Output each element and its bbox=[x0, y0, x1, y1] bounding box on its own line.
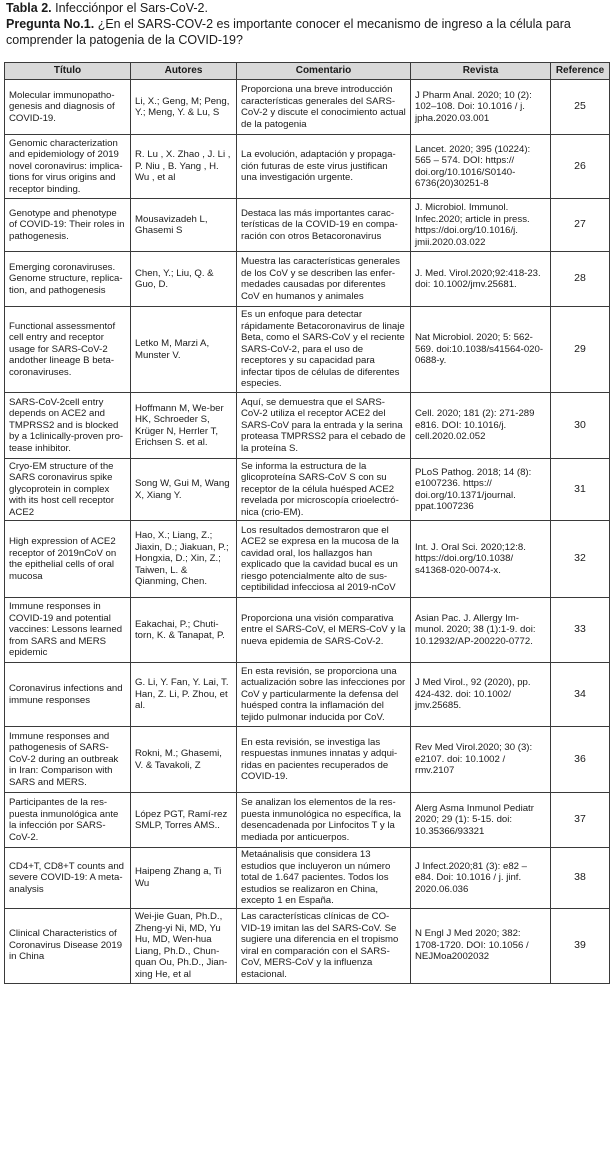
cell-comentario: Las características clínicas de CO-VID-19 imitan las del SARS-CoV. Se sugiere una diferencia en el tropismo viral en comparación con el SARS-CoV, MERS-CoV y la influenza estacional. bbox=[237, 908, 411, 983]
cell-reference: 25 bbox=[551, 80, 610, 135]
cell-autores: Mousavizadeh L, Ghasemi S bbox=[131, 199, 237, 252]
cell-reference: 37 bbox=[551, 793, 610, 848]
cell-comentario: La evolución, adaptación y propaga-ción futuras de este virus justifican una investigación urgente. bbox=[237, 135, 411, 199]
cell-reference: 26 bbox=[551, 135, 610, 199]
cell-reference: 30 bbox=[551, 393, 610, 459]
cell-reference: 32 bbox=[551, 521, 610, 598]
header-autores: Autores bbox=[131, 63, 237, 80]
table-row bbox=[5, 908, 610, 983]
cell-autores: Song W, Gui M, Wang X, Xiang Y. bbox=[131, 459, 237, 521]
table-row bbox=[5, 252, 610, 307]
table-row bbox=[5, 598, 610, 663]
cell-titulo: Coronavirus infections and immune responses bbox=[5, 663, 131, 727]
cell-comentario: Aquí, se demuestra que el SARS-CoV-2 utiliza el receptor ACE2 del SARS-CoV para la entrada y la serina proteasa TMPRSS2 para el cebado de la proteína S. bbox=[237, 393, 411, 459]
cell-reference: 38 bbox=[551, 848, 610, 909]
cell-comentario: Se analizan los elementos de la res-puesta inmunológica no específica, la desencadenada por Linfocitos T y la mediada por anticuerpos. bbox=[237, 793, 411, 848]
cell-revista: Cell. 2020; 181 (2): 271-289 e816. DOI: 10.1016/j. cell.2020.02.052 bbox=[411, 393, 551, 459]
cell-reference: 31 bbox=[551, 459, 610, 521]
cell-reference: 34 bbox=[551, 663, 610, 727]
cell-reference: 36 bbox=[551, 727, 610, 793]
cell-revista: Int. J. Oral Sci. 2020;12:8. https://doi.org/10.1038/ s41368-020-0074-x. bbox=[411, 521, 551, 598]
cell-comentario: Destaca las más importantes carac-terísticas de la COVID-19 en compa-ración con otros Betacoronavirus bbox=[237, 199, 411, 252]
cell-titulo: Cryo-EM structure of the SARS coronavirus spike glycoprotein in complex with its host cell receptor ACE2 bbox=[5, 459, 131, 521]
cell-comentario: Es un enfoque para detectar rápidamente Betacoronavirus de linaje Beta, como el SARS-CoV y el reciente SARS-CoV-2, para el uso de receptores y su capacidad para infectar tipos de células de diferentes especies. bbox=[237, 307, 411, 393]
cell-titulo: Clinical Characteristics of Coronavirus Disease 2019 in China bbox=[5, 908, 131, 983]
cell-revista: Rev Med Virol.2020; 30 (3): e2107. doi: 10.1002 / rmv.2107 bbox=[411, 727, 551, 793]
cell-autores: Li, X.; Geng, M; Peng, Y.; Meng, Y. & Lu, S bbox=[131, 80, 237, 135]
cell-titulo: Immune responses in COVID-19 and potential vaccines: Lessons learned from SARS and MERS epidemic bbox=[5, 598, 131, 663]
cell-reference: 27 bbox=[551, 199, 610, 252]
table-header-row bbox=[5, 63, 610, 80]
cell-autores: Letko M, Marzi A, Munster V. bbox=[131, 307, 237, 393]
cell-revista: J. Microbiol. Immunol. Infec.2020; article in press. https://doi.org/10.1016/j. jmii.2020.03.022 bbox=[411, 199, 551, 252]
cell-comentario: Muestra las características generales de los CoV y se describen las enfer-medades causadas por diferentes CoV en humanos y animales bbox=[237, 252, 411, 307]
table-row bbox=[5, 459, 610, 521]
table-row bbox=[5, 80, 610, 135]
cell-revista: Alerg Asma Inmunol Pediatr 2020; 29 (1): 5-15. doi: 10.35366/93321 bbox=[411, 793, 551, 848]
cell-titulo: High expression of ACE2 receptor of 2019nCoV on the epithelial cells of oral mucosa bbox=[5, 521, 131, 598]
table-row bbox=[5, 727, 610, 793]
cell-titulo: Emerging coronaviruses. Genome structure, replica-tion, and pathogenesis bbox=[5, 252, 131, 307]
header-titulo: Título bbox=[5, 63, 131, 80]
cell-comentario: Se informa la estructura de la glicoproteína SARS-CoV S con su receptor de la célula huésped ACE2 revelada por microscopía crioelectró-nica (crio-EM). bbox=[237, 459, 411, 521]
cell-titulo: Participantes de la res-puesta inmunológica ante la infección por SARS-CoV-2. bbox=[5, 793, 131, 848]
cell-autores: Eakachai, P.; Chuti-torn, K. & Tanapat, P. bbox=[131, 598, 237, 663]
header-comentario: Comentario bbox=[237, 63, 411, 80]
question-text bbox=[6, 17, 610, 48]
cell-titulo: Molecular immunopatho-genesis and diagnosis of COVID-19. bbox=[5, 80, 131, 135]
cell-titulo: Immune responses and pathogenesis of SARS-CoV-2 during an outbreak in Iran: Comparison with SARS and MERS. bbox=[5, 727, 131, 793]
cell-titulo: Genomic characterization and epidemiology of 2019 novel coronavirus: implica-tions for virus origins and receptor binding. bbox=[5, 135, 131, 199]
cell-comentario: Proporciona una visión comparativa entre el SARS-CoV, el MERS-CoV y la nueva epidemia de SARS-CoV-2. bbox=[237, 598, 411, 663]
cell-titulo: Functional assessmentof cell entry and receptor usage for SARS-CoV-2 andother lineage B beta-coronaviruses. bbox=[5, 307, 131, 393]
caption-label: Tabla 2. bbox=[6, 1, 52, 15]
cell-autores: Wei-jie Guan, Ph.D., Zheng-yi Ni, MD, Yu Hu, MD, Wen-hua Liang, Ph.D., Chun-quan Ou, Ph.D., Jian-xing He, et al bbox=[131, 908, 237, 983]
cell-revista: Nat Microbiol. 2020; 5: 562-569. doi:10.1038/s41564-020-0688-y. bbox=[411, 307, 551, 393]
cell-reference: 33 bbox=[551, 598, 610, 663]
table-row bbox=[5, 307, 610, 393]
cell-autores: G. Li, Y. Fan, Y. Lai, T. Han, Z. Li, P. Zhou, et al. bbox=[131, 663, 237, 727]
cell-autores: López PGT, Ramí-rez SMLP, Torres AMS.. bbox=[131, 793, 237, 848]
table-row bbox=[5, 135, 610, 199]
table-row bbox=[5, 521, 610, 598]
cell-revista: J Med Virol., 92 (2020), pp. 424-432. doi: 10.1002/ jmv.25685. bbox=[411, 663, 551, 727]
table-row bbox=[5, 663, 610, 727]
cell-revista: PLoS Pathog. 2018; 14 (8): e1007236. https:// doi.org/10.1371/journal. ppat.1007236 bbox=[411, 459, 551, 521]
cell-autores: Hoffmann M, We-ber HK, Schroeder S, Krüger N, Herrler T, Erichsen S. et al. bbox=[131, 393, 237, 459]
cell-revista: J. Med. Virol.2020;92:418-23. doi: 10.1002/jmv.25681. bbox=[411, 252, 551, 307]
cell-comentario: Proporciona una breve introducción características generales del SARS-CoV-2 y discute el conocimiento actual de la patogenia bbox=[237, 80, 411, 135]
cell-comentario: En esta revisión, se investiga las respuestas inmunes innatas y adqui-ridas en pacientes recuperados de COVID-19. bbox=[237, 727, 411, 793]
cell-titulo: CD4+T, CD8+T counts and severe COVID-19: A meta-analysis bbox=[5, 848, 131, 909]
cell-comentario: Los resultados demostraron que el ACE2 se expresa en la mucosa de la cavidad oral, los hallazgos han explicado que la cavidad bucal es un riesgo potencialmente alto de sus-ceptibilidad infecciosa al 2019-nCoV bbox=[237, 521, 411, 598]
header-reference: Reference bbox=[551, 63, 610, 80]
cell-reference: 29 bbox=[551, 307, 610, 393]
cell-revista: N Engl J Med 2020; 382: 1708-1720. DOI: 10.1056 / NEJMoa2002032 bbox=[411, 908, 551, 983]
table-row bbox=[5, 199, 610, 252]
cell-comentario: En esta revisión, se proporciona una actualización sobre las infecciones por CoV y particularmente la defensa del huésped contra la inflamación del tejido pulmonar inducida por CoV. bbox=[237, 663, 411, 727]
cell-autores: Chen, Y.; Liu, Q. & Guo, D. bbox=[131, 252, 237, 307]
cell-titulo: SARS-CoV-2cell entry depends on ACE2 and TMPRSS2 and is blocked by a 1clinically-proven pro-tease inhibitor. bbox=[5, 393, 131, 459]
references-table bbox=[4, 62, 610, 984]
header-revista: Revista bbox=[411, 63, 551, 80]
cell-autores: R. Lu , X. Zhao , J. Li , P. Niu , B. Yang , H. Wu , et al bbox=[131, 135, 237, 199]
cell-revista: J Infect.2020;81 (3): e82 – e84. Doi: 10.1016 / j. jinf. 2020.06.036 bbox=[411, 848, 551, 909]
question-body: ¿En el SARS-COV-2 es importante conocer el mecanismo de ingreso a la célula para comprender la patogenia de la COVID-19? bbox=[6, 17, 571, 47]
cell-titulo: Genotype and phenotype of COVID-19: Their roles in pathogenesis. bbox=[5, 199, 131, 252]
cell-revista: Lancet. 2020; 395 (10224): 565 – 574. DOI: https:// doi.org/10.1016/S0140-6736(20)30251-8 bbox=[411, 135, 551, 199]
cell-autores: Rokni, M.; Ghasemi, V. & Tavakoli, Z bbox=[131, 727, 237, 793]
question-label: Pregunta No.1. bbox=[6, 17, 95, 31]
cell-reference: 28 bbox=[551, 252, 610, 307]
table-row bbox=[5, 393, 610, 459]
cell-revista: Asian Pac. J. Allergy Im-munol. 2020; 38 (1):1-9. doi: 10.12932/AP-200220-0772. bbox=[411, 598, 551, 663]
cell-autores: Haipeng Zhang a, Ti Wu bbox=[131, 848, 237, 909]
cell-autores: Hao, X.; Liang, Z.; Jiaxin, D.; Jiakuan, P.; Hongxia, D.; Xin, Z.; Taiwen, L. & Qianming, Chen. bbox=[131, 521, 237, 598]
table-row bbox=[5, 793, 610, 848]
caption-text: Infecciónpor el Sars-CoV-2. bbox=[55, 1, 208, 15]
table-caption bbox=[6, 1, 610, 16]
cell-reference: 39 bbox=[551, 908, 610, 983]
cell-revista: J Pharm Anal. 2020; 10 (2): 102–108. Doi: 10.1016 / j. jpha.2020.03.001 bbox=[411, 80, 551, 135]
cell-comentario: Metaánalisis que considera 13 estudios que incluyeron un número total de 1.647 pacientes. Todos los estudios se realizaron en China, excepto 1 en España. bbox=[237, 848, 411, 909]
table-row bbox=[5, 848, 610, 909]
